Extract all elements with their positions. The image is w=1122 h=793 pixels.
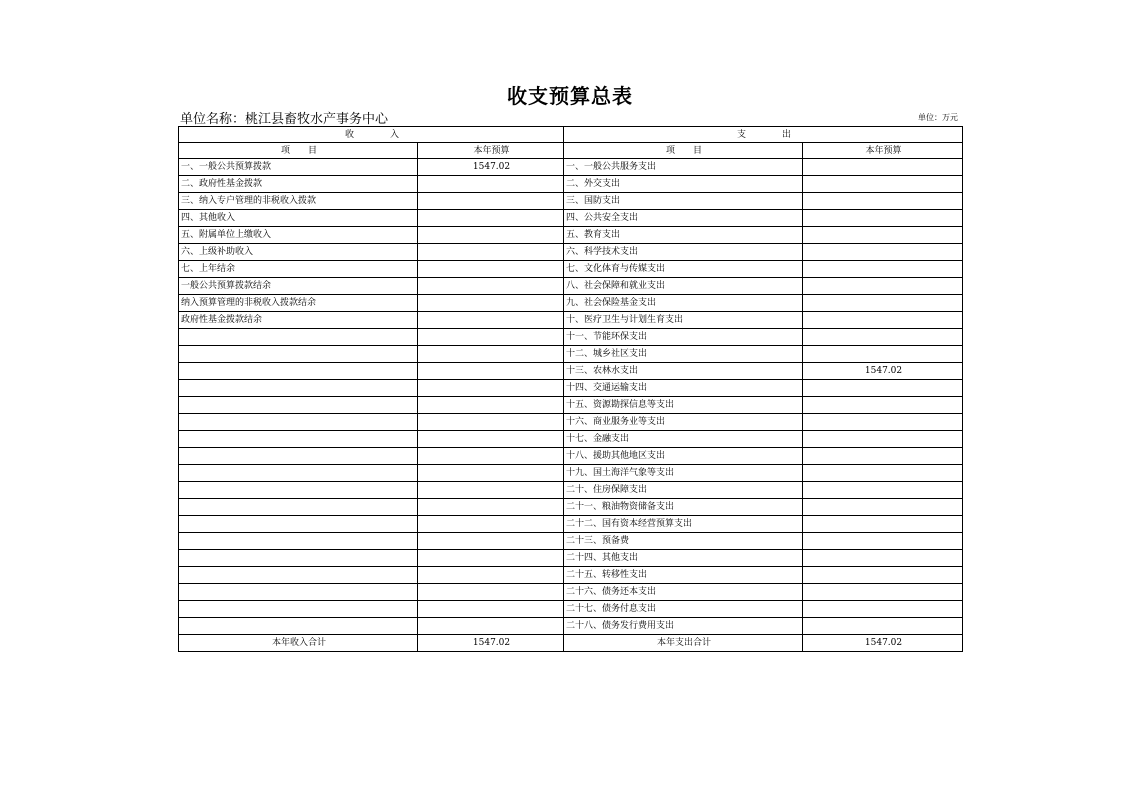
expense-value-cell: [803, 346, 963, 363]
budget-table-body: [179, 127, 963, 652]
income-item-cell: [179, 584, 418, 601]
expense-item-cell: 九、社会保险基金支出: [564, 295, 803, 312]
expense-value-cell: [803, 618, 963, 635]
table-row: [179, 397, 963, 414]
income-value-cell: [418, 414, 564, 431]
expense-item-cell: 十、医疗卫生与计划生育支出: [564, 312, 803, 329]
table-row: [179, 176, 963, 193]
expense-value-cell: [803, 567, 963, 584]
income-value-cell: [418, 244, 564, 261]
income-value-cell: [418, 176, 564, 193]
income-value-cell: [418, 550, 564, 567]
expense-item-cell: 四、公共安全支出: [564, 210, 803, 227]
income-item-cell: 二、政府性基金拨款: [179, 176, 418, 193]
expense-value-cell: [803, 550, 963, 567]
expense-item-cell: 一、一般公共服务支出: [564, 159, 803, 176]
income-item-cell: [179, 499, 418, 516]
income-section-header: 收 入: [179, 127, 564, 143]
table-row: [179, 159, 963, 176]
expense-value-cell: [803, 278, 963, 295]
income-item-cell: [179, 533, 418, 550]
income-item-cell: [179, 550, 418, 567]
table-row: [179, 278, 963, 295]
expense-value-cell: [803, 312, 963, 329]
table-row: [179, 601, 963, 618]
expense-value-cell: [803, 448, 963, 465]
table-row: [179, 618, 963, 635]
income-value-cell: [418, 533, 564, 550]
table-row: [179, 431, 963, 448]
expense-value-cell: [803, 601, 963, 618]
expense-value-cell: [803, 193, 963, 210]
expense-item-cell: 十一、节能环保支出: [564, 329, 803, 346]
budget-table: [178, 126, 963, 652]
expense-item-cell: 十四、交通运输支出: [564, 380, 803, 397]
expense-item-cell: 七、文化体育与传媒支出: [564, 261, 803, 278]
table-row: [179, 329, 963, 346]
expense-budget-header: 本年预算: [803, 143, 963, 159]
expense-item-cell: 三、国防支出: [564, 193, 803, 210]
income-value-cell: [418, 516, 564, 533]
expense-value-cell: [803, 584, 963, 601]
income-item-cell: [179, 448, 418, 465]
column-header-row: [179, 143, 963, 159]
expense-value-cell: [803, 159, 963, 176]
expense-section-header: 支 出: [564, 127, 963, 143]
income-value-cell: [418, 601, 564, 618]
income-value-cell: [418, 482, 564, 499]
income-item-cell: [179, 329, 418, 346]
income-item-cell: [179, 363, 418, 380]
expense-item-cell: 八、社会保障和就业支出: [564, 278, 803, 295]
table-row: [179, 210, 963, 227]
expense-value-cell: [803, 499, 963, 516]
income-item-cell: [179, 431, 418, 448]
expense-value-cell: [803, 414, 963, 431]
expense-item-cell: 二十、住房保障支出: [564, 482, 803, 499]
expense-item-cell: 二十二、国有资本经营预算支出: [564, 516, 803, 533]
income-value-cell: [418, 346, 564, 363]
income-value-cell: [418, 363, 564, 380]
table-row: [179, 227, 963, 244]
table-row: [179, 295, 963, 312]
expense-value-cell: [803, 465, 963, 482]
expense-value-cell: 1547.02: [803, 363, 963, 380]
income-value-cell: [418, 448, 564, 465]
income-value-cell: [418, 567, 564, 584]
expense-item-cell: 十五、资源勘探信息等支出: [564, 397, 803, 414]
income-item-cell: 一、一般公共预算拨款: [179, 159, 418, 176]
expense-value-cell: [803, 329, 963, 346]
income-value-cell: [418, 465, 564, 482]
table-row: [179, 567, 963, 584]
table-row: [179, 414, 963, 431]
income-value-cell: [418, 278, 564, 295]
income-total-label: 本年收入合计: [179, 635, 418, 652]
table-row: [179, 193, 963, 210]
income-value-cell: [418, 380, 564, 397]
expense-value-cell: [803, 397, 963, 414]
table-row: [179, 261, 963, 278]
expense-value-cell: [803, 210, 963, 227]
expense-item-cell: 二、外交支出: [564, 176, 803, 193]
income-value-cell: [418, 227, 564, 244]
expense-item-header: 项 目: [564, 143, 803, 159]
expense-item-cell: 二十一、粮油物资储备支出: [564, 499, 803, 516]
section-header-row: [179, 127, 963, 143]
table-row: [179, 448, 963, 465]
income-item-cell: 一般公共预算拨款结余: [179, 278, 418, 295]
expense-value-cell: [803, 295, 963, 312]
income-item-cell: 纳入预算管理的非税收入拨款结余: [179, 295, 418, 312]
table-row: [179, 380, 963, 397]
expense-item-cell: 十七、金融支出: [564, 431, 803, 448]
expense-item-cell: 六、科学技术支出: [564, 244, 803, 261]
income-item-cell: [179, 397, 418, 414]
table-row: [179, 465, 963, 482]
income-total-value: 1547.02: [418, 635, 564, 652]
income-item-cell: [179, 482, 418, 499]
income-value-cell: [418, 193, 564, 210]
income-value-cell: [418, 329, 564, 346]
expense-total-value: 1547.02: [803, 635, 963, 652]
table-row: [179, 244, 963, 261]
table-row: [179, 533, 963, 550]
income-value-cell: [418, 431, 564, 448]
income-value-cell: [418, 261, 564, 278]
expense-value-cell: [803, 380, 963, 397]
income-item-cell: [179, 380, 418, 397]
expense-item-cell: 二十六、债务还本支出: [564, 584, 803, 601]
expense-item-cell: 十三、农林水支出: [564, 363, 803, 380]
expense-item-cell: 十八、援助其他地区支出: [564, 448, 803, 465]
table-row: [179, 499, 963, 516]
income-item-cell: [179, 516, 418, 533]
currency-unit: 单位：万元: [918, 113, 958, 122]
income-value-cell: [418, 397, 564, 414]
table-row: [179, 516, 963, 533]
expense-item-cell: 二十四、其他支出: [564, 550, 803, 567]
income-item-cell: 七、上年结余: [179, 261, 418, 278]
totals-row: [179, 635, 963, 652]
table-row: [179, 482, 963, 499]
income-value-cell: 1547.02: [418, 159, 564, 176]
income-item-cell: [179, 465, 418, 482]
income-value-cell: [418, 210, 564, 227]
income-value-cell: [418, 295, 564, 312]
income-value-cell: [418, 499, 564, 516]
expense-item-cell: 十二、城乡社区支出: [564, 346, 803, 363]
income-value-cell: [418, 618, 564, 635]
income-item-cell: [179, 601, 418, 618]
income-item-cell: [179, 567, 418, 584]
table-row: [179, 584, 963, 601]
table-row: [179, 312, 963, 329]
expense-value-cell: [803, 533, 963, 550]
expense-value-cell: [803, 261, 963, 278]
expense-value-cell: [803, 244, 963, 261]
income-item-cell: [179, 618, 418, 635]
expense-value-cell: [803, 227, 963, 244]
income-item-cell: [179, 414, 418, 431]
table-row: [179, 550, 963, 567]
page-title: 收支预算总表: [507, 84, 633, 108]
income-item-cell: [179, 346, 418, 363]
expense-item-cell: 十六、商业服务业等支出: [564, 414, 803, 431]
income-budget-header: 本年预算: [418, 143, 564, 159]
expense-item-cell: 十九、国土海洋气象等支出: [564, 465, 803, 482]
expense-item-cell: 二十八、债务发行费用支出: [564, 618, 803, 635]
expense-item-cell: 二十三、预备费: [564, 533, 803, 550]
table-row: [179, 363, 963, 380]
expense-value-cell: [803, 516, 963, 533]
expense-item-cell: 二十七、债务付息支出: [564, 601, 803, 618]
expense-item-cell: 二十五、转移性支出: [564, 567, 803, 584]
expense-value-cell: [803, 431, 963, 448]
income-value-cell: [418, 312, 564, 329]
expense-value-cell: [803, 176, 963, 193]
table-row: [179, 346, 963, 363]
income-value-cell: [418, 584, 564, 601]
income-item-header: 项 目: [179, 143, 418, 159]
expense-item-cell: 五、教育支出: [564, 227, 803, 244]
income-item-cell: 三、纳入专户管理的非税收入拨款: [179, 193, 418, 210]
income-item-cell: 政府性基金拨款结余: [179, 312, 418, 329]
income-item-cell: 四、其他收入: [179, 210, 418, 227]
expense-value-cell: [803, 482, 963, 499]
income-item-cell: 六、上级补助收入: [179, 244, 418, 261]
unit-name: 单位名称：桃江县畜牧水产事务中心: [180, 112, 389, 127]
expense-total-label: 本年支出合计: [564, 635, 803, 652]
income-item-cell: 五、附属单位上缴收入: [179, 227, 418, 244]
